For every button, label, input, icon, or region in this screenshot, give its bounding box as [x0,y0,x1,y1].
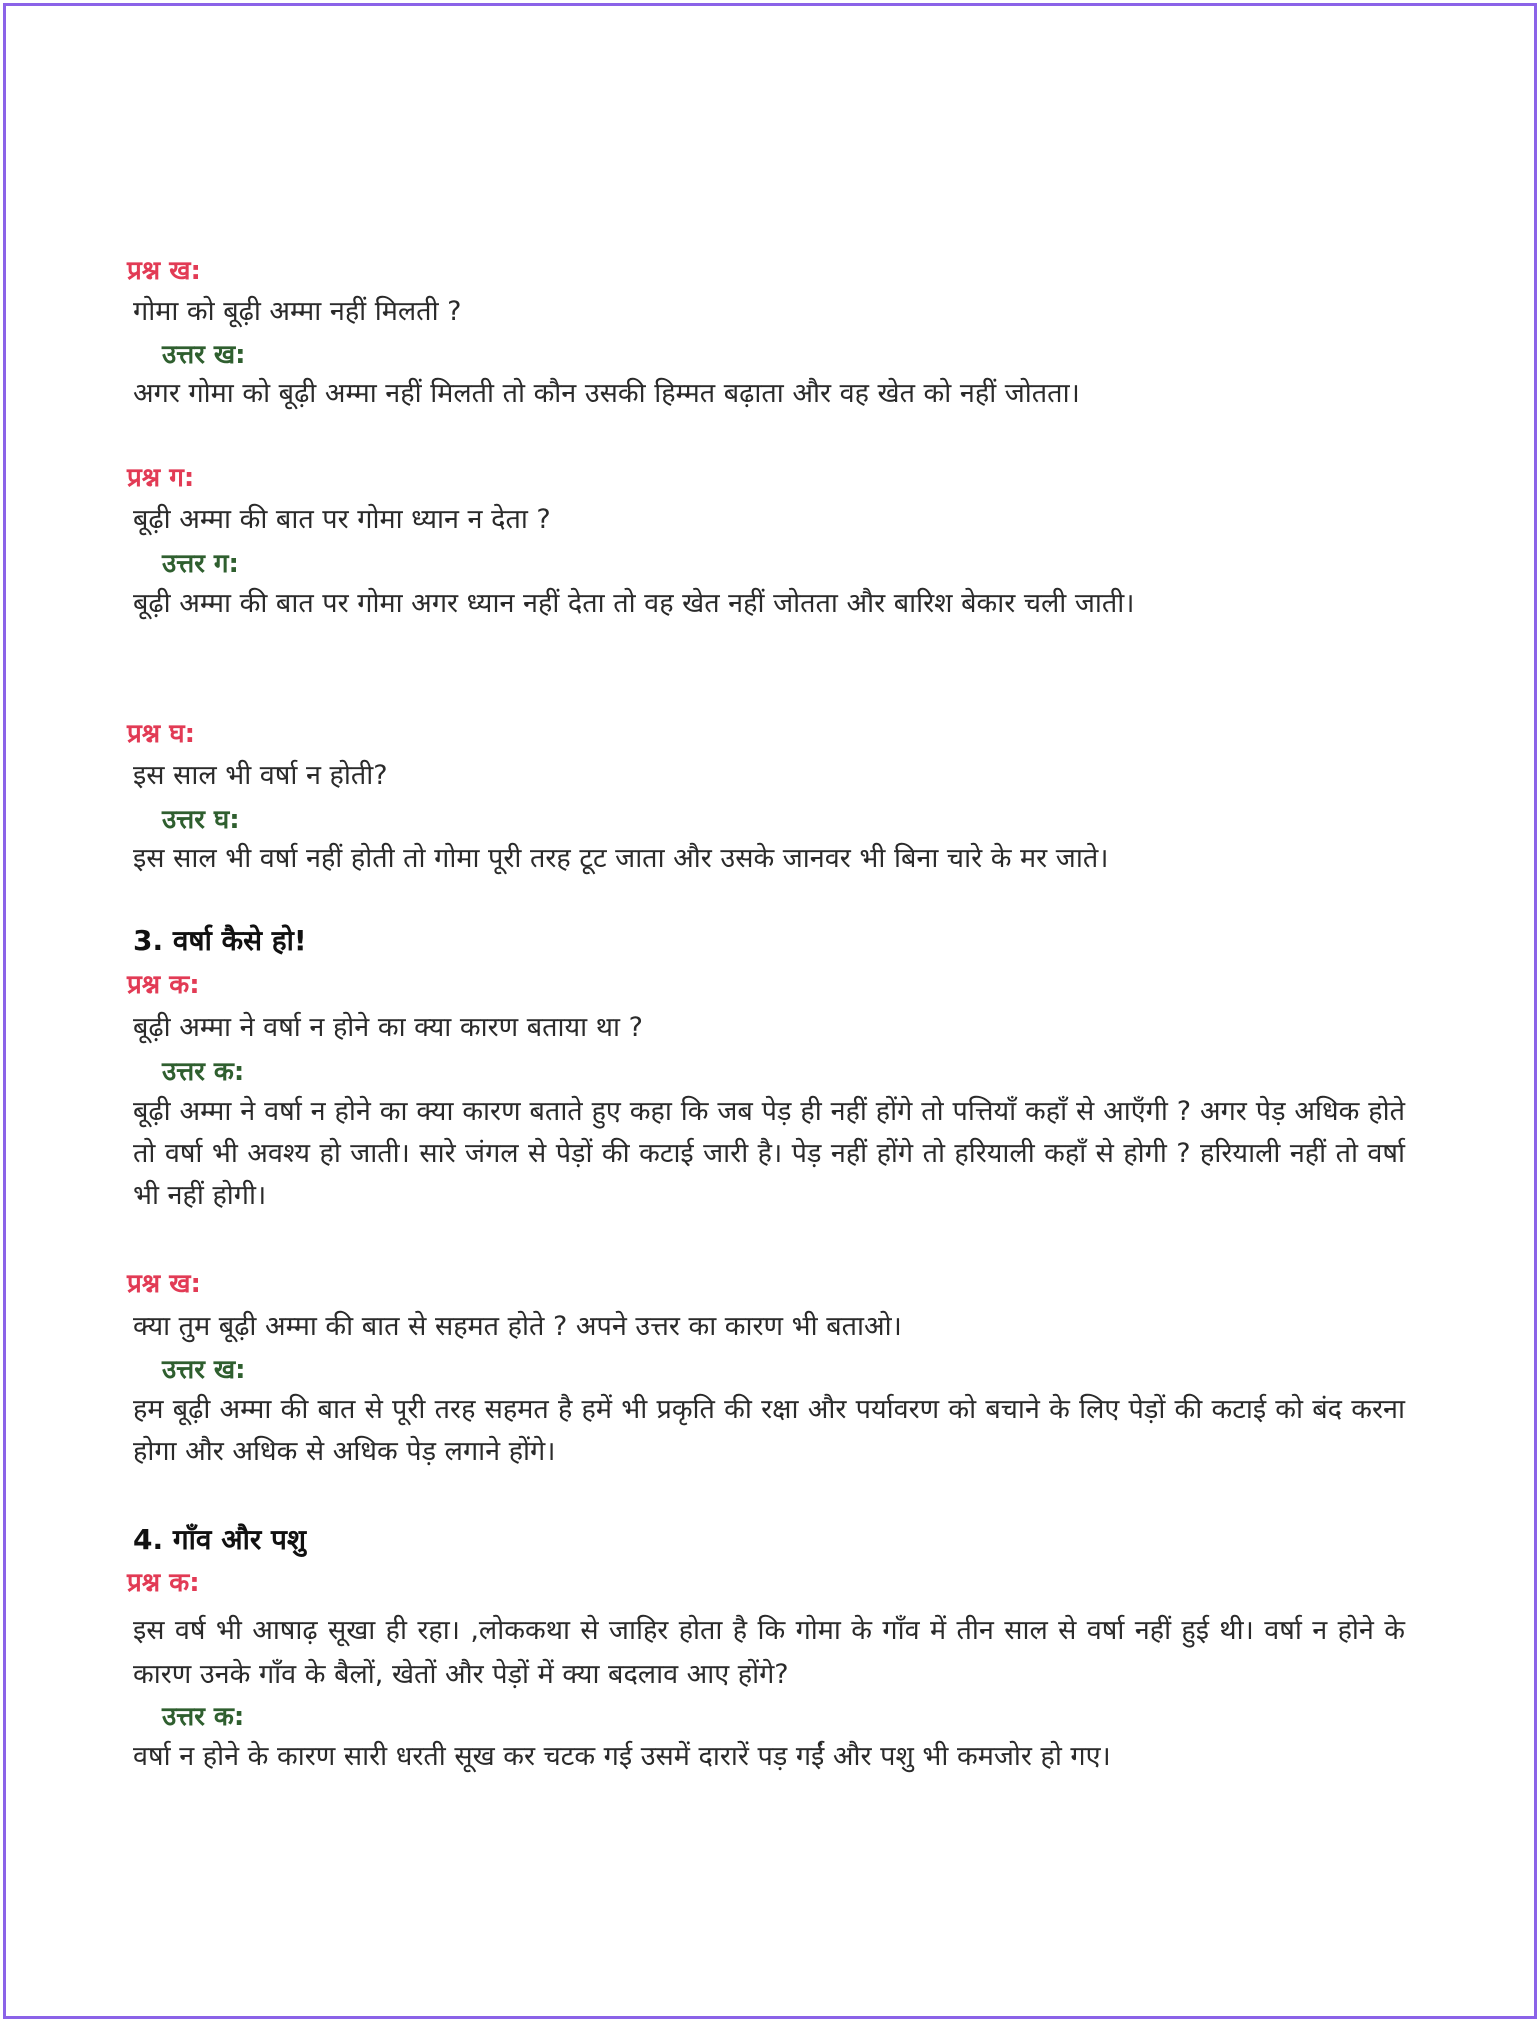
answer-text: वर्षा न होने के कारण सारी धरती सूख कर चटक गई उसमें दारारें पड़ गईं और पशु भी कमजोर हो गए। [133,1741,1111,1772]
answer-label: उत्तर ख: [162,1355,246,1385]
answer-label: उत्तर क: [162,1057,245,1087]
question-label: प्रश्न घ: [127,719,195,749]
question-text: इस वर्ष भी आषाढ़ सूखा ही रहा। ,लोककथा से जाहिर होता है कि गोमा के गाँव में तीन साल से वर्षा नहीं हुई थी। वर्षा न होने के कारण उनके गाँव के बैलों, खेतों और पेड़ों में क्या बदलाव आए होंगे? [133,1615,1405,1690]
section-heading: 4. गाँव और पशु [133,1523,306,1556]
section-heading: 3. वर्षा कैसे हो! [133,924,307,957]
answer-text: हम बूढ़ी अम्मा की बात से पूरी तरह सहमत है हमें भी प्रकृति की रक्षा और पर्यावरण को बचाने के लिए पेड़ों की कटाई को बंद करना होगा और अधिक से अधिक पेड़ लगाने होंगे। [133,1394,1405,1467]
answer-text: अगर गोमा को बूढ़ी अम्मा नहीं मिलती तो कौन उसकी हिम्मत बढ़ाता और वह खेत को नहीं जोतता। [133,378,1080,409]
question-text: बूढ़ी अम्मा ने वर्षा न होने का क्या कारण बताया था ? [133,1012,643,1043]
question-label: प्रश्न ख: [127,256,201,286]
answer-text: इस साल भी वर्षा नहीं होती तो गोमा पूरी तरह टूट जाता और उसके जानवर भी बिना चारे के मर जाते। [133,843,1109,874]
answer-text: बूढ़ी अम्मा ने वर्षा न होने का क्या कारण बताते हुए कहा कि जब पेड़ ही नहीं होंगे तो पत्तियाँ कहाँ से आएँगी ? अगर पेड़ अधिक होते तो वर्षा भी अवश्य हो जाती। सारे जंगल से पेड़ों की कटाई जारी है। पेड़ नहीं होंगे तो हरियाली कहाँ से होगी ? हरियाली नहीं तो वर्षा भी नहीं होगी। [133,1096,1405,1211]
question-text: क्या तुम बूढ़ी अम्मा की बात से सहमत होते ? अपने उत्तर का कारण भी बताओ। [133,1311,902,1342]
answer-label: उत्तर क: [162,1702,245,1732]
question-label: प्रश्न क: [127,970,200,1000]
answer-label: उत्तर ग: [162,549,239,579]
answer-label: उत्तर घ: [162,805,240,835]
answer-label: उत्तर ख: [162,340,246,370]
question-label: प्रश्न क: [127,1568,200,1598]
question-text: बूढ़ी अम्मा की बात पर गोमा ध्यान न देता ? [133,504,551,535]
question-text: गोमा को बूढ़ी अम्मा नहीं मिलती ? [133,296,462,327]
question-label: प्रश्न ख: [127,1269,201,1299]
answer-text: बूढ़ी अम्मा की बात पर गोमा अगर ध्यान नहीं देता तो वह खेत नहीं जोतता और बारिश बेकार चली जाती। [133,588,1135,619]
question-label: प्रश्न ग: [127,463,195,493]
question-text: इस साल भी वर्षा न होती? [133,760,388,791]
